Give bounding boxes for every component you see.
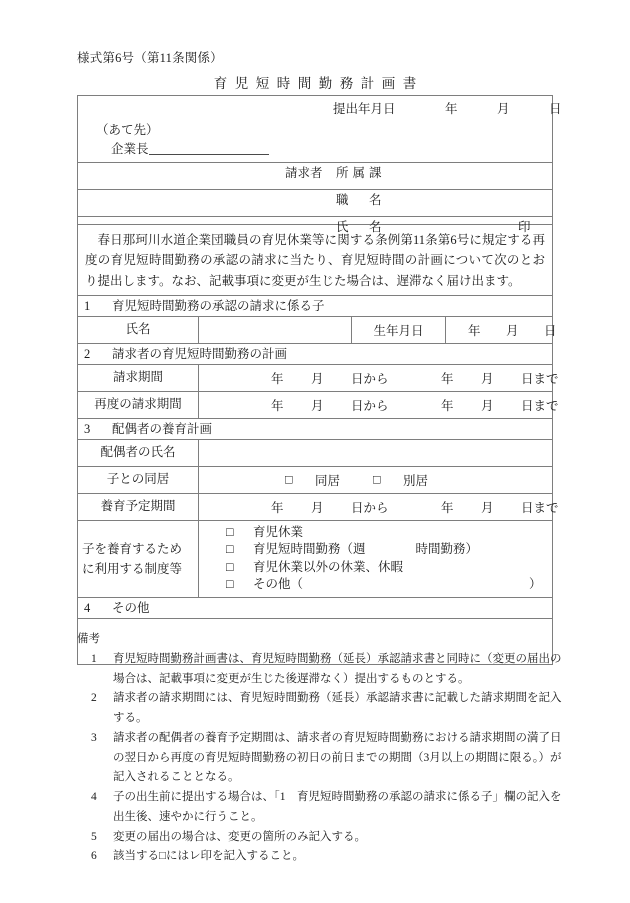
child-birthdate-label: 生年月日 [352, 317, 446, 343]
claimant-block [78, 162, 552, 243]
system-checkbox-other-leave[interactable]: □ [226, 559, 234, 574]
reclaim-period-from-day: 日から [351, 398, 389, 413]
note-index: 2 [91, 692, 97, 705]
care-period-from-month: 月 [311, 500, 324, 515]
note-item [77, 847, 567, 867]
care-period-input[interactable] [199, 494, 559, 520]
claim-period-label: 請求期間 [78, 365, 199, 391]
note-text: 育児短時間勤務計画書は、育児短時間勤務（延長）承認請求書と同時に（変更の届出の場合は、記載事項に変更が生じた後遅滞なく）提出するものとする。 [113, 652, 562, 685]
company-head-input-rule[interactable] [149, 154, 269, 155]
section-2-number: 2 [84, 346, 91, 361]
claimant-name-label: 氏 名 [336, 220, 386, 234]
claim-period-input[interactable] [199, 365, 559, 391]
cohabitation-checkbox-together[interactable]: □ [285, 472, 293, 487]
statement-paragraph: 春日那珂川水道企業団職員の育児休業等に関する条例第11条第6号に規定する再度の育児短時間勤務の承認の請求に当たり、育児短時間の計画について次のとおり提出します。なお、記載事項に変更が生じた場合は、遅滞なく届け出ます。 [78, 224, 552, 295]
system-option-other-leave [199, 559, 552, 577]
notes-block [77, 630, 567, 867]
systems-used-label-line1: 子を養育するため [82, 541, 183, 556]
system-label-childcare-leave: 育児休業 [253, 524, 304, 539]
system-option-childcare-leave [199, 524, 552, 542]
cohabitation-label: 子との同居 [78, 467, 199, 493]
section-2-heading [78, 343, 552, 364]
addressee-label: （あて先） [96, 123, 159, 137]
systems-used-label [78, 521, 199, 597]
note-text: 請求者の請求期間には、育児短時間勤務（延長）承認請求書に記載した請求期間を記入する。 [113, 692, 562, 725]
cohabitation-checkbox-separate[interactable]: □ [373, 472, 381, 487]
claim-period-row [78, 364, 559, 391]
reclaim-period-to-year: 年 [441, 398, 454, 413]
care-period-to-day: 日まで [521, 500, 559, 515]
form-frame [77, 95, 562, 665]
system-label-other-leave: 育児休業以外の休業、休暇 [253, 559, 404, 574]
care-period-label: 養育予定期間 [78, 494, 199, 520]
child-birthdate-input[interactable] [446, 317, 557, 343]
section-4-heading [78, 597, 552, 618]
spouse-name-label: 配偶者の氏名 [78, 440, 199, 466]
reclaim-period-label: 再度の請求期間 [78, 392, 199, 418]
care-period-to-year: 年 [441, 500, 454, 515]
system-label-short-hours: 育児短時間勤務（週 時間勤務） [253, 542, 479, 557]
form-number: 様式第6号（第11条関係） [77, 51, 223, 65]
note-item [77, 729, 567, 788]
note-item [77, 650, 567, 690]
system-checkbox-childcare-leave[interactable]: □ [226, 524, 234, 539]
section-4-number: 4 [84, 600, 91, 615]
systems-used-row [78, 520, 552, 597]
child-birth-day-label: 日 [544, 323, 557, 338]
note-item [77, 788, 567, 828]
cohabitation-row [78, 466, 552, 493]
section-3-number: 3 [84, 421, 91, 436]
system-checkbox-short-hours[interactable]: □ [226, 542, 234, 557]
note-index: 4 [91, 791, 97, 804]
cohabitation-label-together: 同居 [315, 473, 341, 488]
child-name-input[interactable] [199, 317, 352, 343]
care-period-from-year: 年 [271, 500, 284, 515]
document-title: 育児短時間勤務計画書 [213, 76, 424, 91]
claim-period-to-day: 日まで [521, 371, 559, 386]
submission-month-label: 月 [497, 102, 510, 116]
reclaim-period-from-month: 月 [311, 398, 324, 413]
section-3-title: 配偶者の養育計画 [112, 421, 213, 436]
spouse-name-row [78, 439, 552, 466]
systems-used-options [199, 521, 552, 597]
submission-day-label: 日 [549, 102, 562, 116]
claimant-row-position [78, 189, 552, 216]
system-checkbox-other[interactable]: □ [226, 577, 234, 592]
systems-used-label-line2: に利用する制度等 [82, 561, 183, 576]
reclaim-period-row [78, 391, 559, 418]
child-birth-month-label: 月 [506, 323, 519, 338]
section-1-number: 1 [84, 298, 91, 313]
claimant-row-name [78, 216, 552, 243]
note-index: 3 [91, 731, 97, 744]
section-1-title: 育児短時間勤務の承認の請求に係る子 [112, 298, 325, 313]
cohabitation-label-separate: 別居 [403, 473, 429, 488]
reclaim-period-to-month: 月 [481, 398, 494, 413]
reclaim-period-from-year: 年 [271, 398, 284, 413]
system-option-other [199, 576, 552, 594]
note-item [77, 828, 567, 848]
claim-period-from-month: 月 [311, 371, 324, 386]
claim-period-to-year: 年 [441, 371, 454, 386]
cohabitation-options [199, 467, 552, 493]
claim-period-from-day: 日から [351, 371, 389, 386]
claimant-label: 請求者 [285, 166, 323, 180]
note-text: 変更の届出の場合は、変更の箇所のみ記入する。 [113, 830, 366, 843]
seal-label: 印 [518, 220, 531, 234]
child-birth-year-label: 年 [468, 323, 481, 338]
child-name-row [78, 316, 557, 343]
company-head-row [111, 139, 269, 157]
section-2-title: 請求者の育児短時間勤務の計画 [112, 346, 288, 361]
reclaim-period-input[interactable] [199, 392, 559, 418]
care-period-from-day: 日から [351, 500, 389, 515]
notes-title: 備考 [77, 633, 100, 645]
care-period-to-month: 月 [481, 500, 494, 515]
company-head-label: 企業長 [111, 142, 149, 156]
claimant-position-label: 職 名 [336, 193, 386, 207]
note-item [77, 689, 567, 729]
submission-year-label: 年 [445, 102, 458, 116]
system-option-short-hours [199, 541, 552, 559]
header-block [78, 96, 562, 234]
claimant-row-department [78, 162, 552, 189]
note-index: 5 [91, 830, 97, 843]
reclaim-period-to-day: 日まで [521, 398, 559, 413]
child-name-label: 氏名 [78, 317, 199, 343]
section-1-heading [78, 295, 552, 316]
system-label-other: その他（ [253, 577, 304, 592]
note-index: 1 [91, 652, 97, 665]
spouse-name-input[interactable] [199, 440, 552, 466]
system-other-paren-close: ） [529, 577, 542, 592]
care-period-row [78, 493, 559, 520]
section-4-title: その他 [112, 600, 150, 615]
submission-date-label: 提出年月日 [333, 102, 396, 116]
note-text: 子の出生前に提出する場合は、「1 育児短時間勤務の承認の請求に係る子」欄の記入を出生後、速やかに行うこと。 [113, 791, 562, 823]
section-3-heading [78, 418, 552, 439]
claim-period-from-year: 年 [271, 371, 284, 386]
note-text: 該当する□にはレ印を記入すること。 [113, 850, 304, 863]
claim-period-to-month: 月 [481, 371, 494, 386]
note-index: 6 [91, 850, 97, 863]
note-text: 請求者の配偶者の養育予定期間は、請求者の育児短時間勤務における請求期間の満了日の翌日から再度の育児短時間勤務の初日の前日までの期間（3月以上の期間に限る。）が記入されることとなる。 [113, 731, 562, 784]
claimant-department-label: 所属課 [336, 166, 386, 180]
